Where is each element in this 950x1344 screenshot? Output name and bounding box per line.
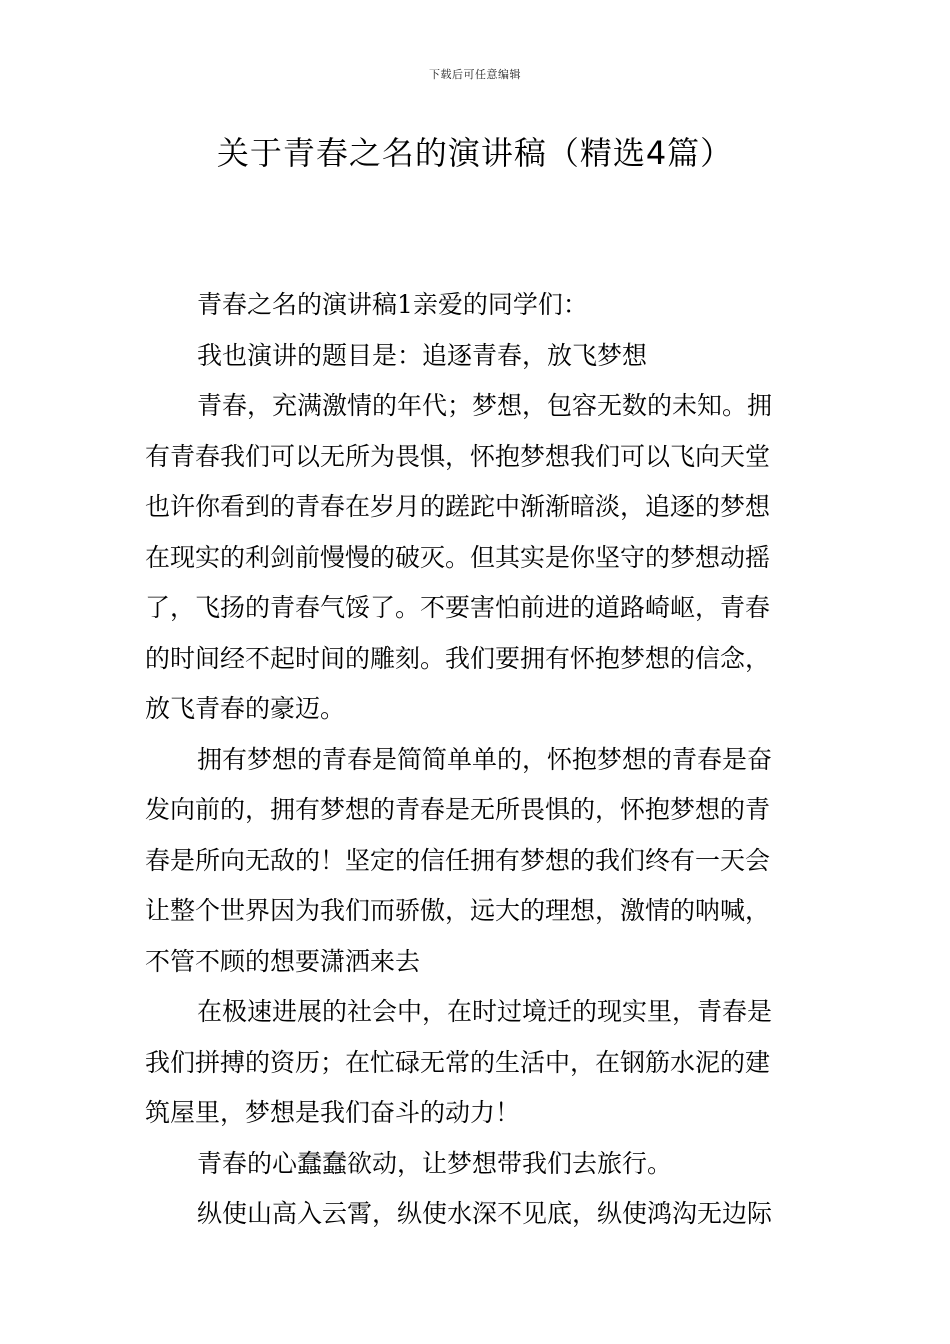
body-line: 纵使山高入云霄，纵使水深不见底，纵使鸿沟无边际 xyxy=(197,1199,773,1228)
body-line: 也许你看到的青春在岁月的蹉跎中渐渐暗淡，追逐的梦想 xyxy=(145,492,771,521)
body-line: 放飞青春的豪迈。 xyxy=(145,694,346,723)
document-body xyxy=(145,280,809,1240)
header-note: 下载后可任意编辑 xyxy=(429,68,521,81)
body-line: 青春，充满激情的年代；梦想，包容无数的未知。拥 xyxy=(197,391,773,420)
body-line: 青春的心蠢蠢欲动，让梦想带我们去旅行。 xyxy=(197,1148,673,1178)
body-line: 春是所向无敌的！坚定的信任拥有梦想的我们终有一天会 xyxy=(145,845,771,875)
body-line: 我也演讲的题目是：追逐青春，放飞梦想 xyxy=(197,340,648,370)
document-title: 关于青春之名的演讲稿（精选4篇） xyxy=(216,134,734,172)
body-line: 发向前的，拥有梦想的青春是无所畏惧的，怀抱梦想的青 xyxy=(145,795,771,824)
body-line: 在现实的利剑前慢慢的破灭。但其实是你坚守的梦想动摇 xyxy=(145,542,771,572)
body-line: 拥有梦想的青春是简简单单的，怀抱梦想的青春是奋 xyxy=(197,744,773,774)
body-line: 筑屋里，梦想是我们奋斗的动力！ xyxy=(145,1098,521,1127)
body-line: 我们拼搏的资历；在忙碌无常的生活中，在钢筋水泥的建 xyxy=(145,1047,771,1077)
body-line: 青春之名的演讲稿1亲爱的同学们： xyxy=(197,290,588,319)
body-line: 了，飞扬的青春气馁了。不要害怕前进的道路崎岖，青春 xyxy=(145,593,771,622)
body-line: 在极速进展的社会中，在时过境迁的现实里，青春是 xyxy=(197,997,773,1026)
body-line: 让整个世界因为我们而骄傲，远大的理想，激情的呐喊， xyxy=(145,896,771,925)
body-line: 的时间经不起时间的雕刻。我们要拥有怀抱梦想的信念， xyxy=(145,643,771,673)
body-line: 有青春我们可以无所为畏惧，怀抱梦想我们可以飞向天堂 xyxy=(145,441,771,471)
body-line: 不管不顾的想要潇洒来去 xyxy=(145,946,421,976)
